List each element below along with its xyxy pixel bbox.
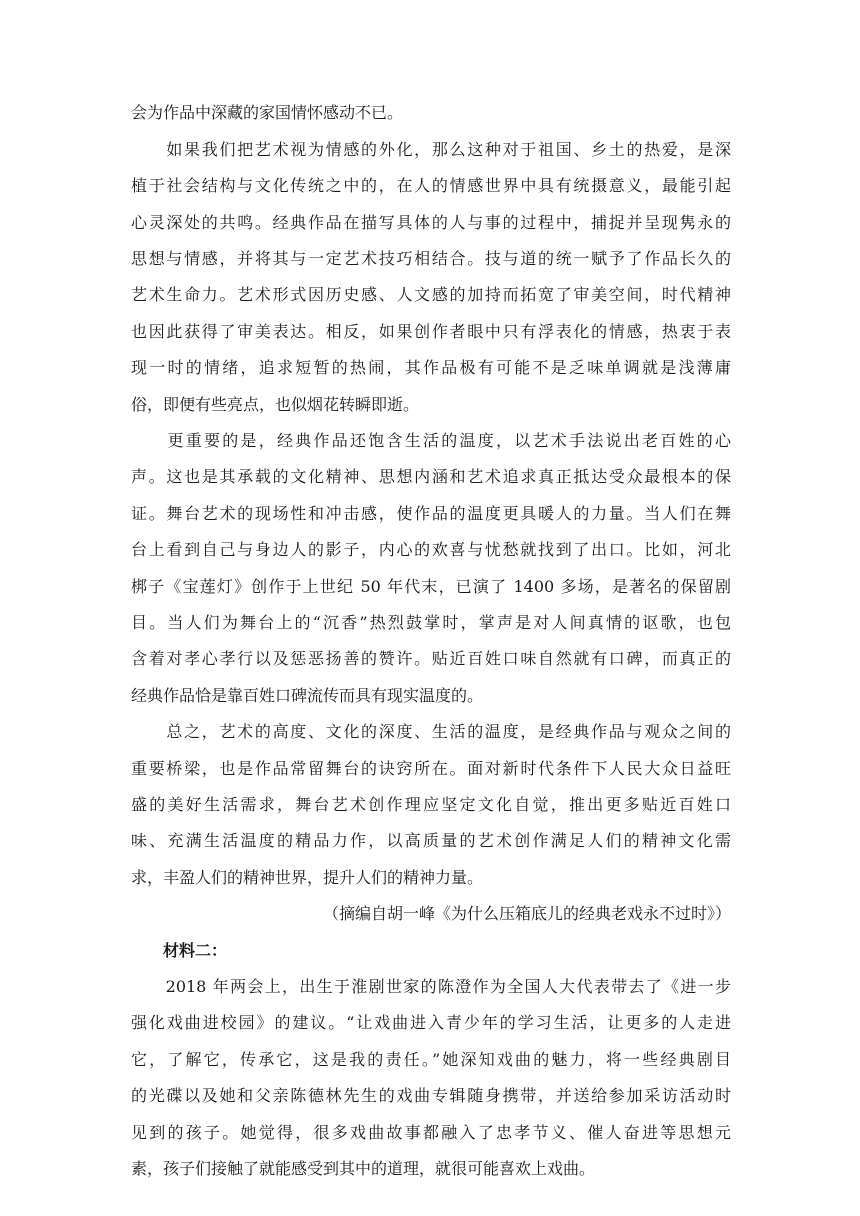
text-line: 思想与情感，并将其与一定艺术技巧相结合。技与道的统一赋予了作品长久的 — [131, 249, 731, 268]
text-line: 俗，即便有些亮点，也似烟花转瞬即逝。 — [131, 395, 420, 414]
source-citation: （摘编自胡一峰《为什么压箱底儿的经典老戏永不过时》） — [322, 904, 731, 923]
text-line: 目。当人们为舞台上的“沉香”热烈鼓掌时，掌声是对人间真情的讴歌，也包 — [131, 613, 731, 632]
text-line: 含着对孝心孝行以及惩恶扬善的赞许。贴近百姓口味自然就有口碑，而真正的 — [131, 649, 731, 668]
section-heading: 材料二： — [131, 941, 228, 960]
text-line: 现一时的情绪，追求短暂的热闹，其作品极有可能不是乏味单调就是浅薄庸 — [131, 358, 731, 377]
text-line: 味、充满生活温度的精品力作，以高质量的艺术创作满足人们的精神文化需 — [131, 831, 731, 850]
text-line: 梆子《宝莲灯》创作于上世纪 50 年代末，已演了 1400 多场，是著名的保留剧 — [131, 577, 731, 596]
text-line: 心灵深处的共鸣。经典作品在描写具体的人与事的过程中，捕捉并呈现隽永的 — [131, 213, 731, 232]
text-line: 盛的美好生活需求，舞台艺术创作理应坚定文化自觉，推出更多贴近百姓口 — [131, 795, 731, 814]
text-line: 总之，艺术的高度、文化的深度、生活的温度，是经典作品与观众之间的 — [131, 722, 731, 741]
text-line: 它，了解它，传承它，这是我的责任。”她深知戏曲的魅力，将一些经典剧目 — [131, 1050, 731, 1069]
text-line: 也因此获得了审美表达。相反，如果创作者眼中只有浮表化的情感，热衷于表 — [131, 322, 731, 341]
text-line: 的光碟以及她和父亲陈德林先生的戏曲专辑随身携带，并送给参加采访活动时 — [131, 1086, 731, 1105]
text-line: 更重要的是，经典作品还饱含生活的温度，以艺术手法说出老百姓的心 — [131, 431, 731, 450]
text-line: 台上看到自己与身边人的影子，内心的欢喜与忧愁就找到了出口。比如，河北 — [131, 540, 731, 559]
text-line: 强化戏曲进校园》的建议。“让戏曲进入青少年的学习生活，让更多的人走进 — [131, 1013, 731, 1032]
text-line: 求，丰盈人们的精神世界，提升人们的精神力量。 — [131, 868, 484, 887]
text-line: 如果我们把艺术视为情感的外化，那么这种对于祖国、乡土的热爱，是深 — [131, 140, 731, 159]
text-line: 艺术生命力。艺术形式因历史感、人文感的加持而拓宽了审美空间，时代精神 — [131, 285, 731, 304]
text-line: 证。舞台艺术的现场性和冲击感，使作品的温度更具暖人的力量。当人们在舞 — [131, 504, 731, 523]
text-line: 会为作品中深藏的家国情怀感动不已。 — [131, 103, 404, 122]
text-line: 声。这也是其承载的文化精神、思想内涵和艺术追求真正抵达受众最根本的保 — [131, 467, 731, 486]
text-line: 植于社会结构与文化传统之中的，在人的情感世界中具有统摄意义，最能引起 — [131, 176, 731, 195]
text-line: 2018 年两会上，出生于淮剧世家的陈澄作为全国人大代表带去了《进一步 — [131, 977, 731, 996]
text-line: 经典作品恰是靠百姓口碑流传而具有现实温度的。 — [131, 686, 484, 705]
text-line: 素，孩子们接触了就能感受到其中的道理，就很可能喜欢上戏曲。 — [131, 1159, 596, 1178]
text-line: 重要桥梁，也是作品常留舞台的诀窍所在。面对新时代条件下人民大众日益旺 — [131, 759, 731, 778]
text-line: 见到的孩子。她觉得，很多戏曲故事都融入了忠孝节义、催人奋进等思想元 — [131, 1123, 731, 1142]
